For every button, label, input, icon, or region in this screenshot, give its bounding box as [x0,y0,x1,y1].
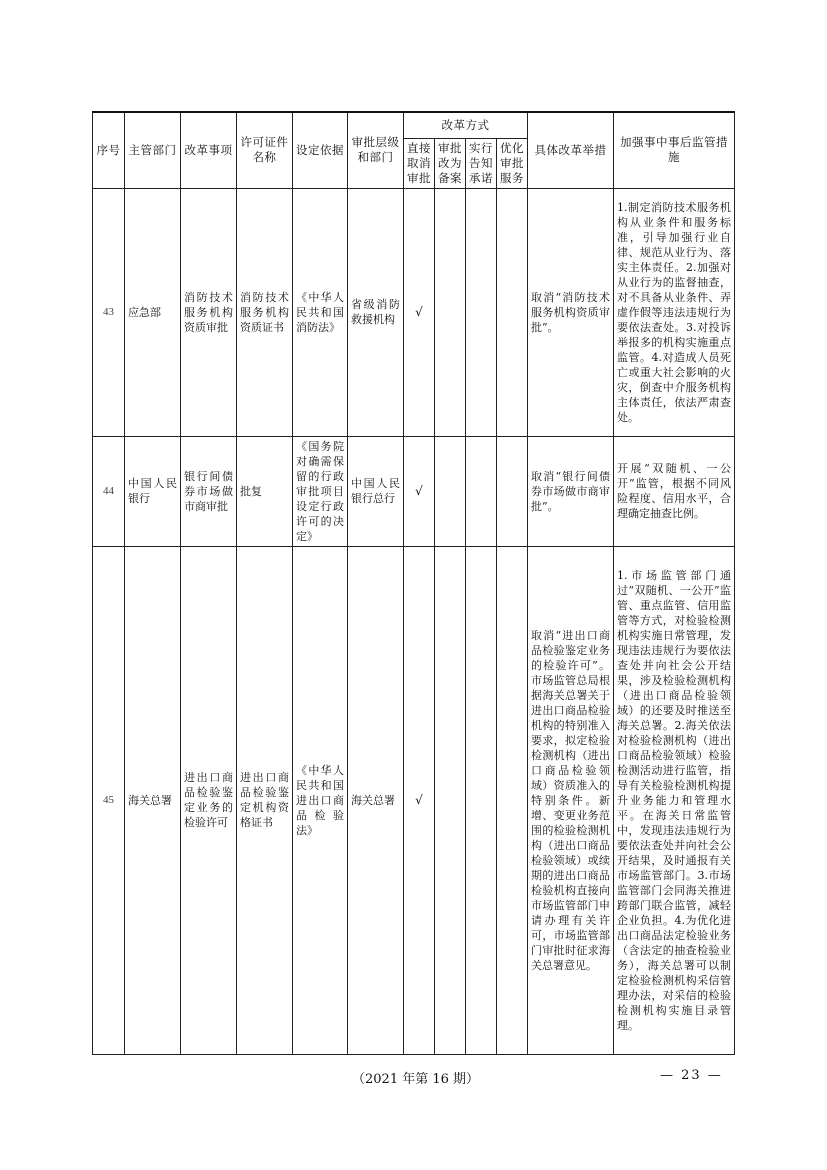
header-item: 改革事项 [181,112,237,188]
table-row [93,188,735,436]
check-mark-optimize [497,436,528,546]
row-seq: 45 [93,546,125,1054]
reform-table [92,111,735,1055]
row-cert: 进出口商品检验鉴定机构资格证书 [237,546,293,1054]
row-basis: 《中华人民共和国消防法》 [293,188,348,436]
row-seq: 43 [93,188,125,436]
row-dept: 海关总署 [125,546,181,1054]
header-method-cancel: 直接取消审批 [404,138,435,188]
check-mark-optimize [497,188,528,436]
row-cert: 批复 [237,436,293,546]
header-method-optimize: 优化审批服务 [497,138,528,188]
check-mark-commit [466,188,497,436]
table-row [93,436,735,546]
check-mark-record [435,436,466,546]
row-supervision: 1.市场监管部门通过“双随机、一公开”监管、重点监管、信用监管等方式，对检验检测机构实施日常管理，发现违法违规行为要依法查处并向社会公开结果，涉及检验检测机构（进出口商品检验领域）的还要及时推送至海关总署。2.海关依法对检验检测机构（进出口商品检验领域）检验检测活动进行监管，指导有关检验检测机构提升业务能力和管理水平。在海关日常监管中，发现违法违规行为要依法查处并向社会公开结果，及时通报有关市场监管部门。3.市场监管部门会同海关推进跨部门联合监管，减轻企业负担。4.为优化进出口商品法定检验业务（含法定的抽查检验业务），海关总署可以制定检验检测机构采信管理办法，对采信的检验检测机构实施目录管理。 [614,546,735,1054]
row-level: 中国人民银行总行 [348,436,404,546]
row-level: 海关总署 [348,546,404,1054]
header-measures: 具体改革举措 [528,112,614,188]
header-method-commit: 实行告知承诺 [466,138,497,188]
check-mark-cancel: √ [404,436,435,546]
row-supervision: 开展“双随机、一公开”监管，根据不同风险程度、信用水平，合理确定抽查比例。 [614,436,735,546]
check-mark-record [435,546,466,1054]
header-method-record: 审批改为备案 [435,138,466,188]
row-level: 省级消防救援机构 [348,188,404,436]
table-row [93,546,735,1054]
check-mark-record [435,188,466,436]
header-level: 审批层级和部门 [348,112,404,188]
row-item: 消防技术服务机构资质审批 [181,188,237,436]
row-measures: 取消“进出口商品检验鉴定业务的检验许可”。市场监管总局根据海关总署关于进出口商品检验机构的特别准入要求，拟定检验检测机构（进出口商品检验领域）资质准入的特别条件。新增、变更业务范围的检验检测机构（进出口商品检验领域）或续期的进出口商品检验机构直接向市场监管部门申请办理有关许可，市场监管部门审批时征求海关总署意见。 [528,546,614,1054]
issue-label: （2021 年第 16 期） [352,1072,480,1087]
page-number: — 23 — [660,1068,723,1083]
row-dept: 中国人民银行 [125,436,181,546]
row-cert: 消防技术服务机构资质证书 [237,188,293,436]
row-dept: 应急部 [125,188,181,436]
check-mark-optimize [497,546,528,1054]
check-mark-commit [466,436,497,546]
row-item: 银行间债券市场做市商审批 [181,436,237,546]
header-supervision: 加强事中事后监管措施 [614,112,735,188]
row-measures: 取消“消防技术服务机构资质审批”。 [528,188,614,436]
row-basis: 《国务院对确需保留的行政审批项目设定行政许可的决定》 [293,436,348,546]
check-mark-cancel: √ [404,188,435,436]
check-mark-cancel: √ [404,546,435,1054]
row-measures: 取消“银行间债券市场做市商审批”。 [528,436,614,546]
header-methods-group: 改革方式 [404,112,528,138]
header-cert: 许可证件名称 [237,112,293,188]
header-seq: 序号 [93,112,125,188]
check-mark-commit [466,546,497,1054]
row-seq: 44 [93,436,125,546]
row-item: 进出口商品检验鉴定业务的检验许可 [181,546,237,1054]
header-dept: 主管部门 [125,112,181,188]
row-basis: 《中华人民共和国进出口商品检验法》 [293,546,348,1054]
row-supervision: 1.制定消防技术服务机构从业条件和服务标准，引导加强行业自律、规范从业行为、落实主体责任。2.加强对从业行为的监督抽查，对不具备从业条件、弄虚作假等违法违规行为要依法查处。3.对投诉举报多的机构实施重点监管。4.对造成人员死亡或重大社会影响的火灾，倒查中介服务机构主体责任，依法严肃查处。 [614,188,735,436]
header-basis: 设定依据 [293,112,348,188]
